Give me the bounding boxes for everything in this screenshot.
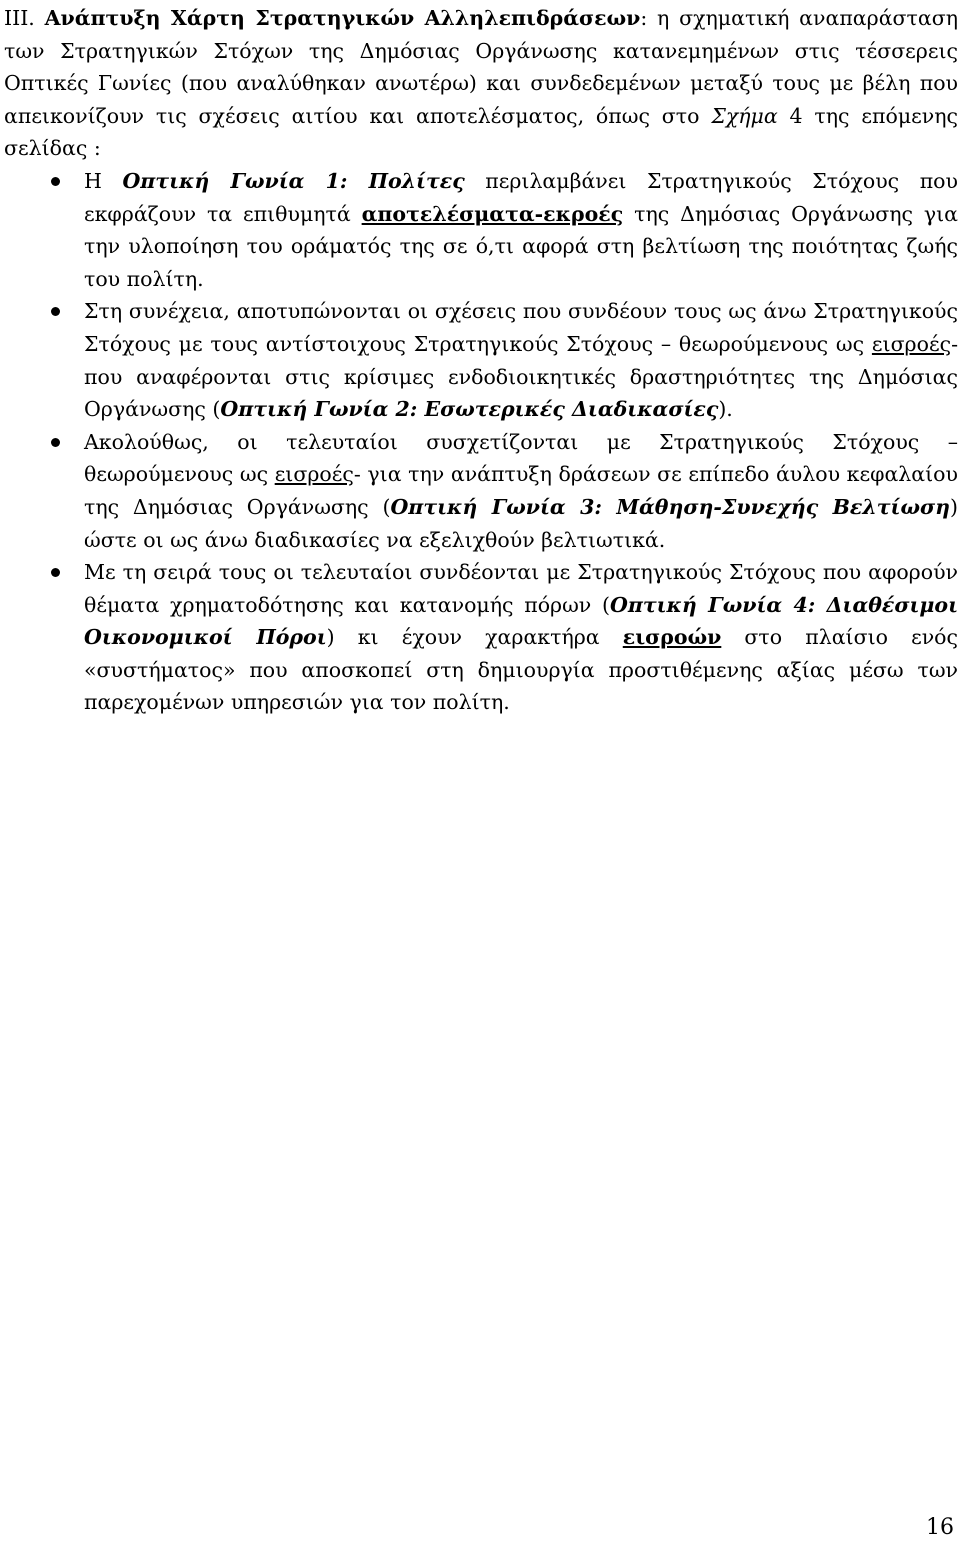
item-emphasis: αποτελέσματα-εκροές xyxy=(361,201,624,226)
item-text: Ακολούθως, οι τελευταίοι συσχετίζονται με Στρατηγικούς Στόχους – θεωρούμενους ως xyxy=(84,429,958,487)
section-iii xyxy=(4,2,958,719)
item-perspective: Οπτική Γωνία 4: Διαθέσιμοι Οικονομικοί Πόροι xyxy=(84,592,958,650)
figure-reference: Σχήμα xyxy=(711,103,778,128)
item-text: ) κι έχουν χαρακτήρα xyxy=(326,625,623,650)
list-item xyxy=(4,426,958,556)
item-text: Στη συνέχεια, αποτυπώνονται οι σχέσεις που συνδέουν τους ως άνω Στρατηγικούς Στόχους με τους αντίστοιχους Στρατηγικούς Στόχους – θεωρούμενους ως xyxy=(84,299,958,356)
item-text: περιλαμβάνει Στρατηγικούς Στόχους που εκφράζουν τα επιθυμητά xyxy=(84,168,958,226)
item-text: Με τη σειρά τους οι τελευταίοι συνδέονται με Στρατηγικούς Στόχους που αφορούν θέματα χρηματοδότησης και κατανομής πόρων ( xyxy=(84,560,958,617)
item-perspective: Οπτική Γωνία 2: Εσωτερικές Διαδικασίες xyxy=(220,397,719,422)
bullet-icon xyxy=(51,568,60,577)
section-intro xyxy=(4,2,958,165)
item-text: ) ώστε οι ως άνω διαδικασίες να εξελιχθούν βελτιωτικά. xyxy=(84,494,958,552)
list-item xyxy=(4,556,958,719)
list-item xyxy=(4,165,958,295)
section-heading: Ανάπτυξη Χάρτη Στρατηγικών Αλληλεπιδράσεων xyxy=(44,6,641,30)
item-text: στο πλαίσιο ενός «συστήματος» που αποσκοπεί στη δημιουργία προστιθέμενης αξίας μέσω των παρεχομένων υπηρεσιών για τον πολίτη. xyxy=(84,625,958,715)
item-text: της Δημόσιας Οργάνωσης για την υλοποίηση του οράματός της σε ό,τι αφορά στη βελτίωση της ποιότητας ζωής του πολίτη. xyxy=(84,201,958,291)
bullet-icon xyxy=(51,438,60,447)
bullet-list xyxy=(4,165,958,719)
bullet-icon xyxy=(51,307,60,316)
item-perspective: Οπτική Γωνία 3: Μάθηση-Συνεχής Βελτίωση xyxy=(390,494,950,519)
page-number: 16 xyxy=(926,1515,954,1540)
item-emphasis: εισροές xyxy=(274,462,354,487)
item-text: - για την ανάπτυξη δράσεων σε επίπεδο άυλου κεφαλαίου της Δημόσιας Οργάνωσης ( xyxy=(84,462,958,519)
item-text: - που αναφέρονται στις κρίσιμες ενδοδιοικητικές δραστηριότητες της Δημόσιας Οργάνωσης ( xyxy=(84,331,958,422)
item-emphasis: εισροές xyxy=(871,331,952,356)
intro-text-a: : η σχηματική αναπαράσταση των Στρατηγικών Στόχων της Δημόσιας Οργάνωσης κατανεμημένων στις τέσσερεις Οπτικές Γωνίες (που αναλύθηκαν ανωτέρω) και συνδεδεμένων μεταξύ τους με βέλη που απεικονίζουν τις σχέσεις αιτίου και αποτελέσματος, όπως στο xyxy=(4,6,958,128)
intro-text-b: 4 της επόμενης σελίδας : xyxy=(4,103,958,161)
list-item xyxy=(4,295,958,425)
bullet-icon xyxy=(51,177,60,186)
item-emphasis: εισροών xyxy=(622,625,722,650)
item-perspective: Οπτική Γωνία 1: Πολίτες xyxy=(122,168,465,193)
item-text: ). xyxy=(718,397,733,422)
item-text: Η xyxy=(84,168,123,193)
section-numeral: III. xyxy=(4,6,35,30)
